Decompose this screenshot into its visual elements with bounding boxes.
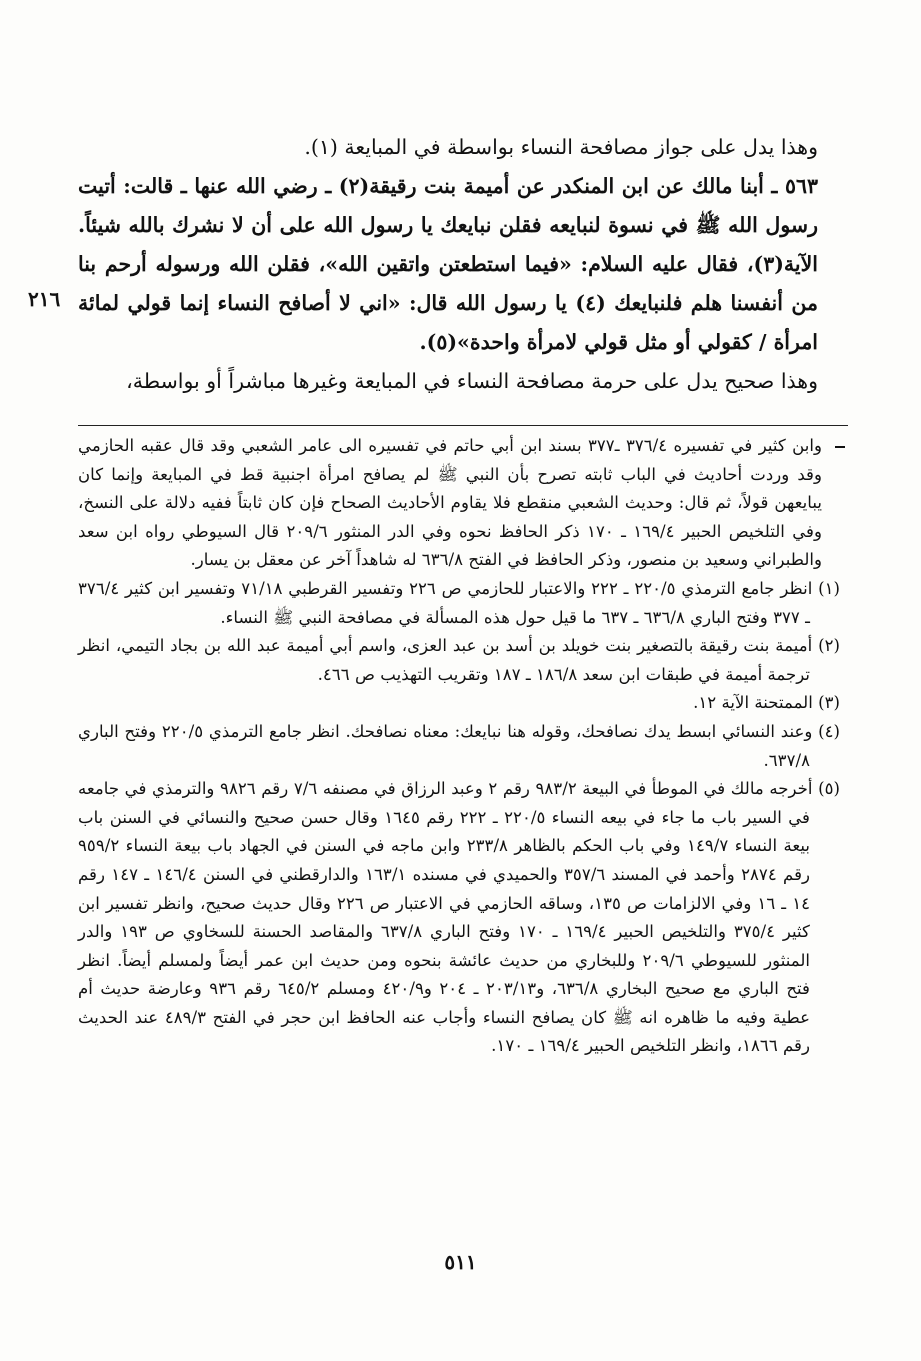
main-paragraph-3: وهذا صحيح يدل على حرمة مصافحة النساء في المبايعة وغيرها مباشراً أو بواسطة، xyxy=(126,369,818,393)
footnote-1: (١) انظر جامع الترمذي ٢٢٠/٥ ـ ٢٢٢ والاعتبار للحازمي ص ٢٢٦ وتفسير القرطبي ٧١/١٨ وتفسير ابن كثير ٣٧٦/٤ ـ ٣٧٧ وفتح الباري ٦٣٦/٨ ـ ٦٣٧ ما قيل حول هذه المسألة في مصافحة النبي ﷺ النساء. xyxy=(78,578,840,627)
footnote-continuation: وابن كثير في تفسيره ٣٧٦/٤ ـ٣٧٧ بسند ابن أبي حاتم في تفسيره الى عامر الشعبي وقد قال عقبه الحازمي وقد وردت أحاديث في الباب ثابته تصرح بأن النبي ﷺ لم يصافح امرأة اجنبية قط في المبايعة وإنما كان يبايعهن قولاً، ثم قال: وحديث الشعبي منقطع فلا يقاوم الأحاديث الصحاح فإن كان ثابتاً ففيه دلالة على النسخ، وفي التلخيص الحبير ١٦٩/٤ ـ ١٧٠ ذكر الحافظ نحوه وفي الدر المنثور ٢٠٩/٦ قال السيوطي رواه ابن سعد والطبراني وسعيد بن منصور، وذكر الحافظ في الفتح ٦٣٦/٨ له شاهداً آخر عن معقل بن يسار. xyxy=(78,436,822,570)
footnote-3: (٣) الممتحنة الآية ١٢. xyxy=(693,693,840,713)
margin-page-reference: ٢١٦ xyxy=(28,287,61,311)
page-number: ٥١١ xyxy=(444,1250,477,1274)
footnotes xyxy=(78,432,840,1061)
footnote-2: (٢) أميمة بنت رقيقة بالتصغير بنت خويلد بن أسد بن عبد العزى، واسم أبي أميمة عبد الله بن بجاد التيمي، انظر ترجمة أميمة في طبقات ابن سعد ١٨٦/٨ ـ ١٨٧ وتقريب التهذيب ص ٤٦٦. xyxy=(78,636,840,684)
footnote-4: (٤) وعند النسائي ابسط يدك نصافحك، وقوله هنا نبايعك: معناه نصافحك. انظر جامع الترمذي ٢٢٠/٥ وفتح الباري ٦٣٧/٨. xyxy=(78,721,840,770)
footnote-separator xyxy=(78,425,848,426)
hadith-563: ٥٦٣ ـ أبنا مالك عن ابن المنكدر عن أميمة بنت رقيقة(٢) ـ رضي الله عنها ـ قالت: أتيت رسول الله ﷺ في نسوة لنبايعه فقلن نبايعك يا رسول الله على أن لا نشرك بالله شيئاً. الآية(٣)، فقال عليه السلام: «فيما استطعتن واتقين الله»، فقلن الله ورسوله أرحم بنا من أنفسنا هلم فلنبايعك (٤) يا رسول الله قال: «اني لا أصافح النساء إنما قولي لمائة امرأة / كقولي أو مثل قولي لامرأة واحدة»(٥). xyxy=(78,174,818,354)
main-text xyxy=(78,128,848,401)
footnote-5: (٥) أخرجه مالك في الموطأ في البيعة ٩٨٣/٢ رقم ٢ وعبد الرزاق في مصنفه ٧/٦ رقم ٩٨٢٦ والترمذي في جامعه في السير باب ما جاء في بيعه النساء ٢٢٠/٥ ـ ٢٢٢ رقم ١٦٤٥ وقال حسن صحيح والنسائي في السنن باب بيعة النساء ١٤٩/٧ وفي باب الحكم بالظاهر ٢٣٣/٨ وابن ماجه في السنن في الجهاد باب بيعة النساء ٩٥٩/٢ رقم ٢٨٧٤ وأحمد في المسند ٣٥٧/٦ والحميدي في مسنده ١٦٣/١ والدارقطني في السنن ١٤٦/٤ ـ ١٤٧ رقم ١٤ ـ ١٦ وفي الالزامات ص ١٣٥، وساقه الحازمي في الاعتبار ص ٢٢٦ وقال حديث صحيح، وانظر تفسير ابن كثير ٣٧٥/٤ والتلخيص الحبير ١٦٩/٤ ـ ١٧٠ وفتح الباري ٦٣٧/٨ والمقاصد الحسنة للسخاوي ص ١٩٣ والدر المنثور للسيوطي ٢٠٩/٦ وللبخاري من حديث عائشة بنحوه ومن حديث ابن عمر أيضاً ولمسلم أيضاً. انظر فتح الباري مع صحيح البخاري ٦٣٦/٨، و٢٠٣/١٣ ـ ٢٠٤ و٤٢٠/٩ ومسلم ٦٤٥/٢ رقم ٩٣٦ وعارضة حديث أم عطية وفيه ما ظاهره انه ﷺ كان يصافح النساء وأجاب عنه الحافظ ابن حجر في الفتح ٤٨٩/٣ عند الحديث رقم ١٨٦٦، وانظر التلخيص الحبير ١٦٩/٤ ـ ١٧٠. xyxy=(78,779,840,1056)
main-paragraph-1: وهذا يدل على جواز مصافحة النساء بواسطة في المبايعة (١). xyxy=(304,135,818,159)
